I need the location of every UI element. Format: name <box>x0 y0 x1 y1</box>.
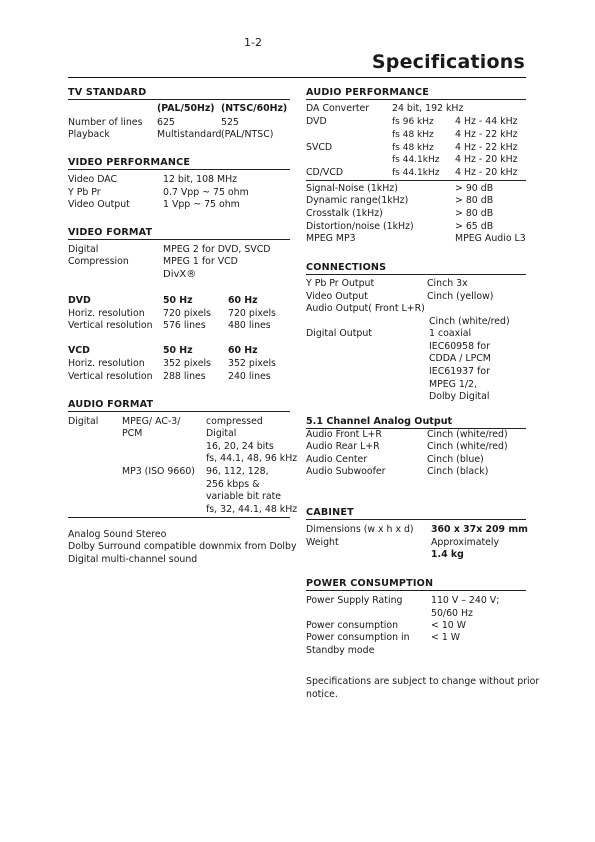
spec-value: fs 44.1kHz <box>392 168 440 178</box>
spec-value: 720 pixels <box>228 308 276 319</box>
divx-logo-text: DivX® <box>163 269 197 280</box>
spec-label: Digital Output <box>306 328 372 339</box>
cabinet-heading: CABINET <box>306 507 354 518</box>
spec-value: 0.7 Vpp ~ 75 ohm <box>163 187 249 198</box>
spec-value: 24 bit, 192 kHz <box>392 103 464 114</box>
spec-value: 110 V – 240 V; <box>431 595 500 606</box>
page-title: Specifications <box>371 51 525 73</box>
spec-label: Video DAC <box>68 174 118 185</box>
pal-column-header: (PAL/50Hz) <box>157 103 215 114</box>
spec-label: Video Output <box>306 291 368 302</box>
audio-format-end-rule <box>68 517 290 518</box>
spec-label: Horiz. resolution <box>68 308 145 319</box>
spec-value: Digital <box>206 428 237 439</box>
spec-label: Y Pb Pr <box>68 187 101 198</box>
spec-value: 480 lines <box>228 320 271 331</box>
spec-label: Dimensions (w x h x d) <box>306 524 414 535</box>
vcd-50hz-header: 50 Hz <box>163 345 193 356</box>
spec-value: 12 bit, 108 MHz <box>163 174 238 185</box>
vcd-label: VCD <box>68 345 90 356</box>
spec-value: Multistandard <box>157 129 222 140</box>
spec-value: Cinch (yellow) <box>427 291 494 302</box>
spec-value: (PAL/NTSC) <box>221 129 274 140</box>
spec-label: Power Supply Rating <box>306 595 403 606</box>
spec-label: Audio Center <box>306 454 368 465</box>
spec-label: DA Converter <box>306 103 370 114</box>
video-format-rule <box>68 239 290 240</box>
disclaimer-text: Specifications are subject to change without prior <box>306 676 540 687</box>
spec-value: variable bit rate <box>206 491 282 502</box>
spec-value: MPEG Audio L3 <box>455 233 526 244</box>
cabinet-rule <box>306 519 526 520</box>
spec-value: 625 <box>157 117 175 128</box>
tv-standard-rule <box>68 99 290 100</box>
spec-value: 256 kbps & <box>206 479 260 490</box>
spec-value: 240 lines <box>228 371 271 382</box>
spec-value: MPEG 2 for DVD, SVCD <box>163 244 271 255</box>
page-number: 1-2 <box>244 36 262 49</box>
audio-format-heading: AUDIO FORMAT <box>68 399 154 410</box>
spec-value: 4 Hz - 20 kHz <box>455 154 518 165</box>
spec-value: > 90 dB <box>455 183 494 194</box>
spec-value: fs 96 kHz <box>392 117 434 127</box>
spec-label: Digital <box>68 244 99 255</box>
spec-label: Number of lines <box>68 117 143 128</box>
vcd-60hz-header: 60 Hz <box>228 345 258 356</box>
dvd-50hz-header: 50 Hz <box>163 295 193 306</box>
spec-label: Digital <box>68 416 99 427</box>
spec-label: Standby mode <box>306 645 375 656</box>
audio-format-rule <box>68 411 290 412</box>
spec-value: 576 lines <box>163 320 206 331</box>
spec-label: Audio Output( Front L+R) <box>306 303 425 314</box>
spec-value: 352 pixels <box>163 358 211 369</box>
spec-label: Y Pb Pr Output <box>306 278 375 289</box>
spec-label: Audio Subwoofer <box>306 466 386 477</box>
dvd-60hz-header: 60 Hz <box>228 295 258 306</box>
disclaimer-text: notice. <box>306 689 338 700</box>
spec-value: 96, 112, 128, <box>206 466 269 477</box>
spec-value: > 80 dB <box>455 195 494 206</box>
connections-rule <box>306 274 526 275</box>
spec-value: < 10 W <box>431 620 467 631</box>
spec-label: MPEG/ AC-3/ <box>122 416 181 427</box>
spec-value: fs 48 kHz <box>392 143 434 153</box>
spec-value: fs 44.1kHz <box>392 155 440 165</box>
spec-label: Power consumption in <box>306 632 410 643</box>
spec-label: CD/VCD <box>306 167 344 178</box>
spec-value: Cinch (white/red) <box>429 316 510 327</box>
spec-value: 288 lines <box>163 371 206 382</box>
dvd-label: DVD <box>68 295 91 306</box>
spec-value: Cinch (blue) <box>427 454 484 465</box>
spec-label: Video Output <box>68 199 130 210</box>
ntsc-column-header: (NTSC/60Hz) <box>221 103 288 114</box>
video-performance-heading: VIDEO PERFORMANCE <box>68 157 191 168</box>
spec-value: 720 pixels <box>163 308 211 319</box>
spec-value: Cinch (white/red) <box>427 429 508 440</box>
spec-value: MPEG 1 for VCD <box>163 256 238 267</box>
note-text: Analog Sound Stereo <box>68 529 167 540</box>
spec-label: Power consumption <box>306 620 399 631</box>
spec-value: 4 Hz - 22 kHz <box>455 142 518 153</box>
spec-label: Dynamic range(1kHz) <box>306 195 409 206</box>
spec-value: fs 48 kHz <box>392 130 434 140</box>
spec-value: Approximately <box>431 537 500 548</box>
spec-value: 525 <box>221 117 239 128</box>
spec-value: 360 x 37x 209 mm <box>431 524 528 535</box>
audio-performance-divider <box>306 180 526 181</box>
spec-value: MPEG 1/2, <box>429 379 477 390</box>
tv-standard-heading: TV STANDARD <box>68 87 147 98</box>
spec-value: 50/60 Hz <box>431 608 473 619</box>
spec-label: Horiz. resolution <box>68 358 145 369</box>
spec-value: > 80 dB <box>455 208 494 219</box>
spec-value: 1 coaxial <box>429 328 472 339</box>
spec-label: Compression <box>68 256 129 267</box>
spec-value: Cinch 3x <box>427 278 468 289</box>
spec-label: Weight <box>306 537 339 548</box>
spec-value: 1.4 kg <box>431 549 464 560</box>
spec-value: 4 Hz - 22 kHz <box>455 129 518 140</box>
spec-label: PCM <box>122 428 143 439</box>
analog-51-heading: 5.1 Channel Analog Output <box>306 416 453 427</box>
connections-heading: CONNECTIONS <box>306 262 387 273</box>
power-heading: POWER CONSUMPTION <box>306 578 434 589</box>
spec-value: IEC60958 for <box>429 341 490 352</box>
spec-label: Vertical resolution <box>68 371 153 382</box>
spec-label: Vertical resolution <box>68 320 153 331</box>
spec-label: Playback <box>68 129 110 140</box>
power-rule <box>306 590 526 591</box>
spec-value: 4 Hz - 44 kHz <box>455 116 518 127</box>
spec-value: IEC61937 for <box>429 366 490 377</box>
note-text: Dolby Surround compatible downmix from Dolby <box>68 541 297 552</box>
spec-value: Cinch (white/red) <box>427 441 508 452</box>
spec-value: < 1 W <box>431 632 461 643</box>
spec-label: Signal-Noise (1kHz) <box>306 183 398 194</box>
spec-value: > 65 dB <box>455 221 494 232</box>
spec-value: Dolby Digital <box>429 391 490 402</box>
audio-performance-heading: AUDIO PERFORMANCE <box>306 87 430 98</box>
spec-label: DVD <box>306 116 327 127</box>
spec-value: 16, 20, 24 bits <box>206 441 274 452</box>
title-rule <box>68 77 526 78</box>
audio-performance-rule <box>306 99 526 100</box>
spec-value: compressed <box>206 416 263 427</box>
spec-label: SVCD <box>306 142 333 153</box>
spec-value: 352 pixels <box>228 358 276 369</box>
spec-label: MPEG MP3 <box>306 233 356 244</box>
spec-value: CDDA / LPCM <box>429 353 491 364</box>
spec-value: fs, 32, 44.1, 48 kHz <box>206 504 298 515</box>
spec-value: Cinch (black) <box>427 466 489 477</box>
spec-value: 4 Hz - 20 kHz <box>455 167 518 178</box>
spec-label: Audio Rear L+R <box>306 441 380 452</box>
video-format-heading: VIDEO FORMAT <box>68 227 153 238</box>
video-performance-rule <box>68 169 290 170</box>
spec-label: Distortion/noise (1kHz) <box>306 221 414 232</box>
spec-label: Crosstalk (1kHz) <box>306 208 383 219</box>
spec-label: Audio Front L+R <box>306 429 382 440</box>
note-text: Digital multi-channel sound <box>68 554 198 565</box>
spec-value: 1 Vpp ~ 75 ohm <box>163 199 240 210</box>
spec-label: MP3 (ISO 9660) <box>122 466 195 477</box>
spec-value: fs, 44.1, 48, 96 kHz <box>206 453 298 464</box>
